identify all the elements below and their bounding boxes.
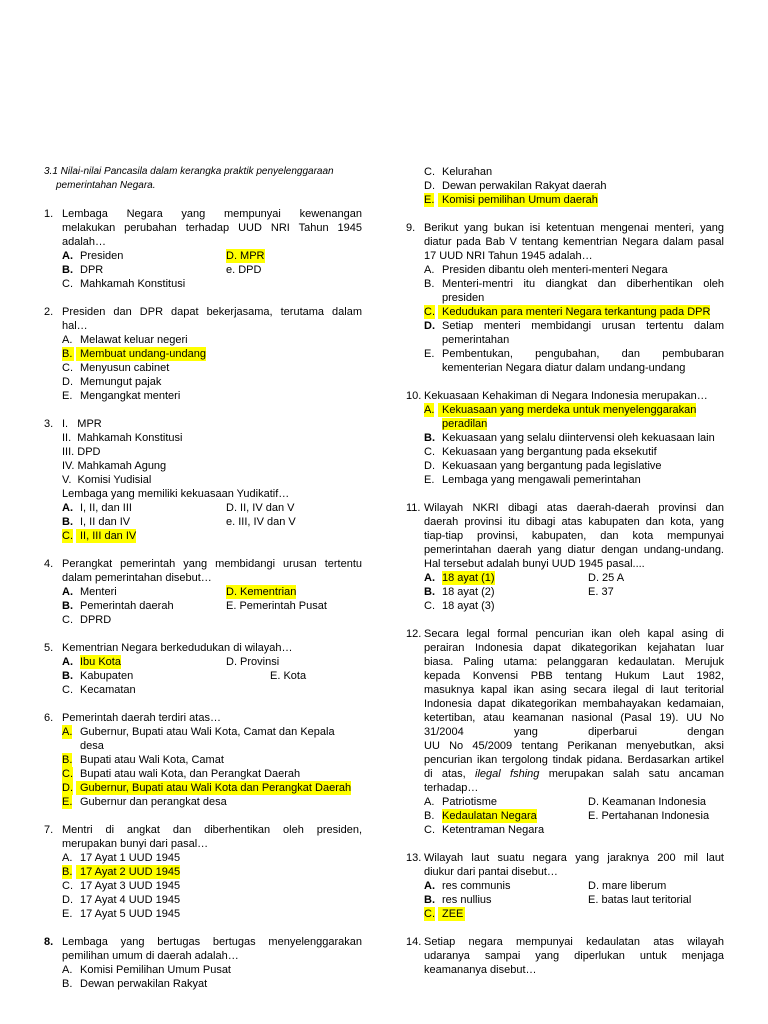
answer-highlight: Kedudukan para menteri Negara terkantung pada DPR	[438, 305, 710, 319]
question-stem: 1. Lembaga Negara yang mempunyai kewenangan melakukan perubahan terhadap UUD NRI Tahun 1945 adalah…	[44, 208, 362, 248]
answer-highlight: peradilan	[442, 418, 488, 430]
option-row: C. Mahkamah Konstitusi	[62, 278, 186, 290]
option-row	[44, 347, 362, 361]
option-row: B. Kabupaten E. Kota	[62, 670, 307, 682]
question-6: 6. Pemerintah daerah terdiri atas… A. Gubernur, Bupati atau Wali Kota, Camat dan Kepala desa B. Bupati atau Wali Kota, Camat C. Bupati atau wali Kota, dan Perangkat Daerah D. Gubernur, Bupati atau Wali Kota dan Perangkat Daerah E. Gubernur dan perangkat desa	[44, 711, 362, 809]
question-stem: 3. I. MPR II. Mahkamah Konstitusi III. DPD IV. Mahkamah Agung V. Komisi Yudisial Lembaga yang memiliki kekuasaan Yudikatif…	[44, 418, 290, 500]
answer-highlight: D.	[62, 782, 73, 794]
option-row: C. Kelurahan	[424, 166, 493, 178]
question-14	[406, 935, 724, 977]
answer-highlight: II, III dan IV	[76, 529, 136, 543]
answer-highlight: 17 Ayat 2 UUD 1945	[76, 865, 180, 879]
option-row: B. Pemerintah daerah E. Pemerintah Pusat	[62, 600, 327, 612]
option-row: E. Gubernur dan perangkat desa	[62, 796, 227, 808]
question-stem: 7. Mentri di angkat dan diberhentikan oleh presiden, merupakan bunyi dari pasal…	[44, 824, 362, 850]
option-row: A. res communis D. mare liberum	[424, 880, 667, 892]
answer-highlight: C.	[62, 530, 73, 542]
option-row: A. Melawat keluar negeri	[62, 334, 188, 346]
section-heading: 3.1 Nilai-nilai Pancasila dalam kerangka praktik penyelenggaraan	[44, 166, 334, 177]
option-row: E. 17 Ayat 5 UUD 1945	[62, 908, 181, 920]
option-row: D. 17 Ayat 4 UUD 1945	[62, 894, 181, 906]
option-row: A. 18 ayat (1) D. 25 A	[424, 572, 625, 584]
question-stem: 6. Pemerintah daerah terdiri atas…	[44, 712, 221, 724]
option-row: D. Kekuasaan yang bergantung pada legislative	[424, 460, 662, 472]
option-row	[406, 193, 724, 207]
option-row: B. DPR e. DPD	[62, 264, 262, 276]
question-8	[44, 935, 362, 991]
question-5	[44, 641, 362, 697]
answer-highlight: E.	[424, 194, 435, 206]
question-7	[44, 823, 362, 921]
option-row	[44, 865, 362, 879]
question-10	[406, 389, 724, 487]
option-row: B. Menteri-mentri itu diangkat dan diberhentikan oleh	[424, 278, 724, 290]
option-row: E. Pembentukan, pengubahan, dan pembubaran	[424, 348, 724, 360]
option-row: D. Dewan perwakilan Rakyat daerah	[424, 180, 607, 192]
option-row: B. 18 ayat (2) E. 37	[424, 586, 614, 598]
option-row: A. Presiden D. MPR	[62, 250, 265, 262]
option-row: E. Mengangkat menteri	[62, 390, 181, 402]
answer-highlight: D. Kementrian	[226, 586, 297, 598]
question-2	[44, 305, 362, 403]
question-13	[406, 851, 724, 921]
option-row: B. Dewan perwakilan Rakyat	[62, 978, 208, 990]
question-stem: 9. Berikut yang bukan isi ketentuan mengenai menteri, yang diatur pada Bab V tentang kementrian Negara dalam pasal 17 UUD NRI Tahun 1945 adalah…	[406, 222, 724, 262]
question-4	[44, 557, 362, 627]
option-row	[406, 403, 724, 417]
question-number: 1.	[44, 208, 54, 220]
option-row: E. Lembaga yang mengawali pemerintahan	[424, 474, 641, 486]
question-12	[406, 627, 724, 837]
question-stem: 4. Perangkat pemerintah yang membidangi urusan tertentu dalam pemerintahan disebut…	[44, 558, 362, 584]
option-row: B. I, II dan IV e. III, IV dan V	[62, 516, 296, 528]
option-row	[406, 305, 724, 319]
option-row: B. Kekuasaan yang selalu diintervensi oleh kekuasaan lain	[424, 432, 715, 444]
answer-highlight: Membuat undang-undang	[76, 347, 206, 361]
answer-highlight: ZEE	[438, 907, 465, 921]
question-stem: 2. Presiden dan DPR dapat bekerjasama, terutama dalam hal…	[44, 306, 362, 332]
option-row: B. Bupati atau Wali Kota, Camat	[62, 754, 224, 766]
option-row: B. Kedaulatan Negara E. Pertahanan Indonesia	[424, 810, 710, 822]
question-stem: 13. Wilayah laut suatu negara yang jaraknya 200 mil laut diukur dari pantai disebut…	[406, 852, 724, 878]
option-row	[44, 781, 362, 795]
option-row: A. 17 Ayat 1 UUD 1945	[62, 852, 181, 864]
option-row: A. Patriotisme D. Keamanan Indonesia	[424, 796, 707, 808]
question-stem: 8. Lembaga yang bertugas bertugas menyelenggarakan pemilihan umum di daerah adalah…	[44, 936, 362, 962]
option-row: A. Presiden dibantu oleh menteri-menteri Negara	[424, 264, 668, 276]
option-row: A. Gubernur, Bupati atau Wali Kota, Camat dan Kepala	[62, 726, 335, 738]
question-1	[44, 207, 362, 291]
answer-highlight: Ibu Kota	[80, 656, 121, 668]
option-row: C. Bupati atau wali Kota, dan Perangkat Daerah	[62, 768, 301, 780]
option-row: A. Komisi Pemilihan Umum Pusat	[62, 964, 231, 976]
answer-highlight: E.	[62, 796, 73, 808]
option-row: A. Ibu Kota D. Provinsi	[62, 656, 280, 668]
answer-highlight: B.	[62, 754, 73, 766]
answer-highlight: B.	[62, 348, 73, 360]
option-row: A. Menteri D. Kementrian	[62, 586, 297, 598]
left-column	[44, 165, 362, 991]
answer-highlight: Kekuasaan yang merdeka untuk menyelenggarakan	[438, 403, 696, 417]
question-3	[44, 417, 362, 543]
option-row	[406, 907, 724, 921]
option-row: C. DPRD	[62, 614, 112, 626]
question-11	[406, 501, 724, 613]
option-row: C. Kecamatan	[62, 684, 136, 696]
answer-highlight: C.	[62, 768, 73, 780]
answer-highlight: 18 ayat (1)	[442, 572, 495, 584]
option-row: D. Memungut pajak	[62, 376, 162, 388]
answer-highlight: Kedaulatan Negara	[442, 810, 537, 822]
answer-highlight: Gubernur, Bupati atau Wali Kota dan Perangkat Daerah	[76, 781, 351, 795]
answer-highlight: Komisi pemilihan Umum daerah	[438, 193, 598, 207]
answer-highlight: B.	[62, 866, 73, 878]
section-heading-cont: pemerintahan Negara.	[56, 180, 156, 191]
question-stem: 5. Kementrian Negara berkedudukan di wilayah…	[44, 642, 293, 654]
right-column	[406, 165, 724, 977]
question-stem: 12. Secara legal formal pencurian ikan oleh kapal asing di perairan Indonesia dapat dikategorikan kejahatan luar biasa. Paling utama: pelanggaran kedaulatan. Merujuk kepada Konvensi PBB tentang Hukum Laut 1982, masuknya kapal ikan asing secara ilegal di laut teritorial Indonesia dapat dikategorikan membahayakan kedamaian, ketertiban, atau keamanan nasional (Pasal 19). UU No 31/2004 yang diperbarui dengan UU No 45/2009 tentang Perikanan menyebutkan, aksi pencurian ikan tergolong tindak pidana. Berdasarkan artikel di atas, ilegal fshing merupakan salah satu ancaman terhadap…	[406, 628, 725, 794]
question-stem: 11. Wilayah NKRI dibagi atas daerah-daerah provinsi dan daerah provinsi itu dibagi atas kabupaten dan kota, yang tiap-tiap provinsi, kabupaten, dan kota mempunyai pemerintahan daerah yang diatur dengan undang-undang. Hal tersebut adalah bunyi UUD 1945 pasal....	[406, 502, 724, 570]
question-stem: 10. Kekuasaan Kehakiman di Negara Indonesia merupakan…	[406, 390, 708, 402]
question-9: 9. Berikut yang bukan isi ketentuan mengenai menteri, yang diatur pada Bab V tentang kementrian Negara dalam pasal 17 UUD NRI Tahun 1945 adalah… A. Presiden dibantu oleh menteri-menteri Negara B. Menteri-mentri itu diangkat dan diberhentikan oleh presiden C. Kedudukan para menteri Negara terkantung pada DPR D. Setiap menteri membidangi urusan tertentu dalam pemerintahan E. Pembentukan, pengubahan, dan pembubaran kementerian Negara diatur dalam undang-undang	[406, 222, 724, 374]
question-8-cont	[406, 165, 724, 207]
option-row: C. 18 ayat (3)	[424, 600, 495, 612]
answer-highlight: C.	[424, 908, 435, 920]
option-row: C. Kekuasaan yang bergantung pada eksekutif	[424, 446, 657, 458]
option-row: C. Menyusun cabinet	[62, 362, 170, 374]
option-row: D. Setiap menteri membidangi urusan tertentu dalam	[424, 320, 724, 332]
question-stem: 14. Setiap negara mempunyai kedaulatan atas wilayah udaranya sampai yang diperlukan untuk menjaga keamananya disebut…	[406, 936, 724, 976]
answer-highlight: A.	[424, 404, 435, 416]
option-row	[44, 529, 362, 543]
answer-highlight: C.	[424, 306, 435, 318]
option-row: B. res nullius E. batas laut teritorial	[424, 894, 692, 906]
answer-highlight: D. MPR	[226, 250, 265, 262]
option-row: A. I, II, dan III D. II, IV dan V	[62, 502, 295, 514]
option-row: C. 17 Ayat 3 UUD 1945	[62, 880, 181, 892]
answer-highlight: A.	[62, 726, 73, 738]
option-row: C. Ketentraman Negara	[424, 824, 545, 836]
